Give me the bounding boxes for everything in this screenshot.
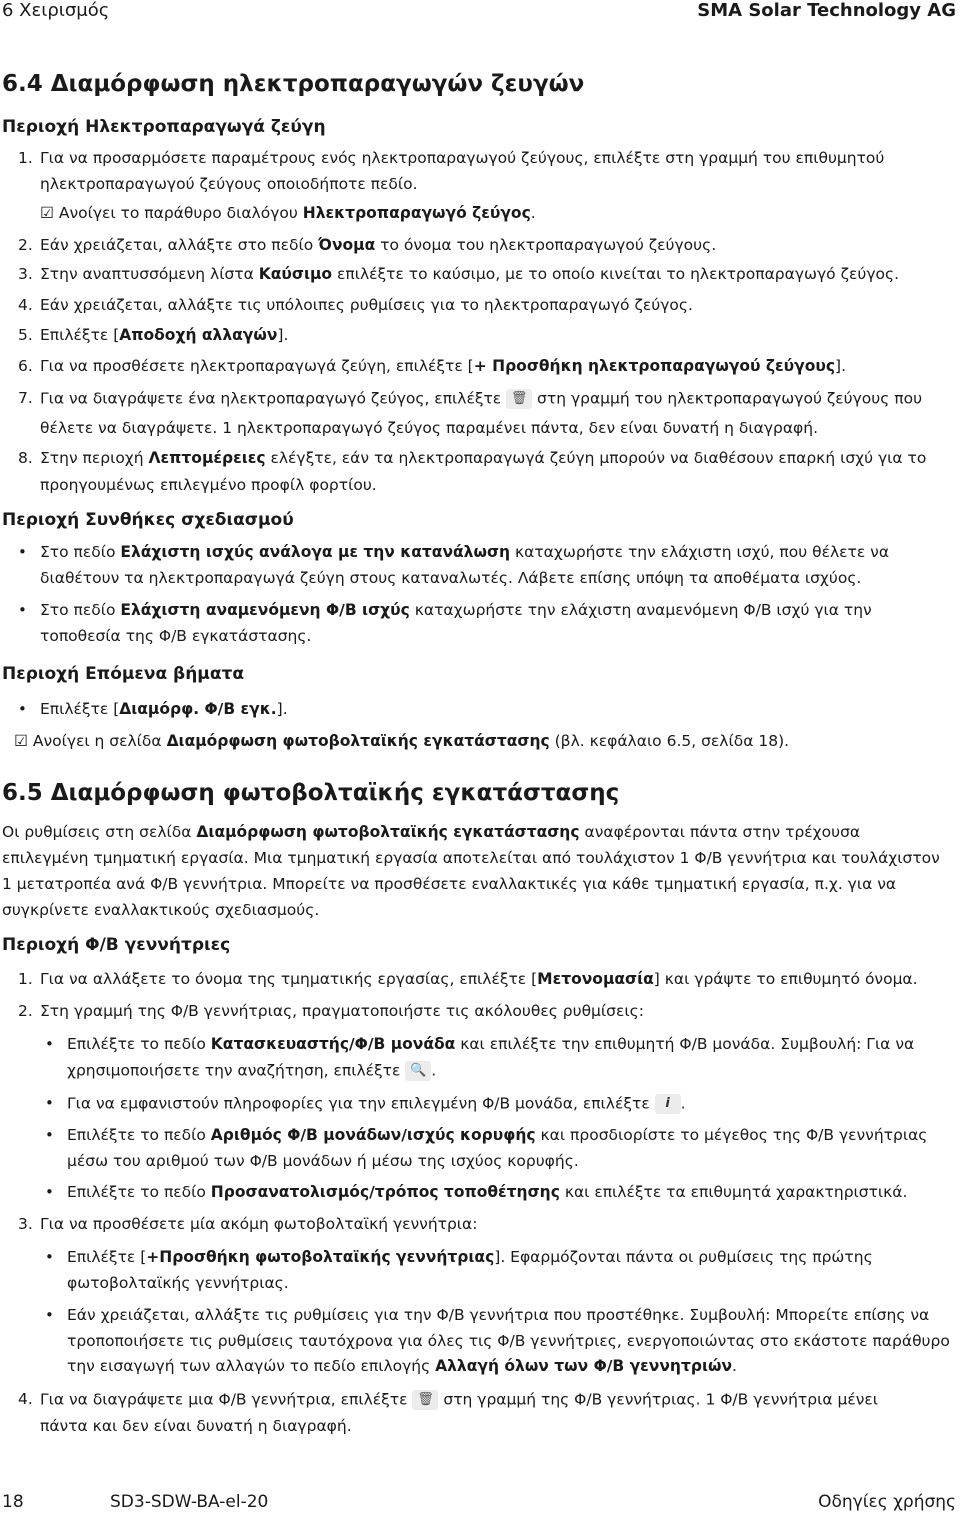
- step-text: Στην αναπτυσσόμενη λίστα Καύσιμο επιλέξτε το καύσιμο, με το οποίο κινείται το ηλεκτροπαραγωγό ζεύγος.: [40, 265, 900, 283]
- header-company: SMA Solar Technology AG: [697, 0, 956, 21]
- bullet-text: μέσω του αριθμού των Φ/Β μονάδων ή μέσω της ισχύος κορυφής.: [67, 1152, 579, 1170]
- step-number: 4.: [18, 1390, 33, 1408]
- bullet-icon: •: [45, 1094, 54, 1112]
- result-line: ☑ Ανοίγει το παράθυρο διαλόγου Ηλεκτροπαραγωγό ζεύγος.: [40, 204, 536, 222]
- step-text: πάντα και δεν είναι δυνατή η διαγραφή.: [40, 1417, 352, 1435]
- step-number: 3.: [18, 265, 33, 283]
- header-section: 6 Χειρισμός: [2, 0, 110, 21]
- paragraph: Οι ρυθμίσεις στη σελίδα Διαμόρφωση φωτοβολταϊκής εγκατάστασης αναφέρονται πάντα στην τρέχουσα: [2, 823, 861, 841]
- bullet-icon: •: [45, 1035, 54, 1053]
- bullet-text: Στο πεδίο Ελάχιστη ισχύς ανάλογα με την κατανάλωση καταχωρήστε την ελάχιστη ισχύ, που θέλετε να: [40, 543, 890, 561]
- area-heading-next-steps: Περιοχή Επόμενα βήματα: [2, 664, 245, 684]
- step-text: Εάν χρειάζεται, αλλάξτε στο πεδίο Όνομα το όνομα του ηλεκτροπαραγωγού ζεύγους.: [40, 236, 717, 254]
- step-number: 1.: [18, 149, 33, 167]
- bullet-text: φωτοβολταϊκής γεννήτριας.: [67, 1274, 289, 1292]
- bullet-text: Επιλέξτε το πεδίο Κατασκευαστής/Φ/Β μονάδα και επιλέξτε την επιθυμητή Φ/Β μονάδα. Συμβουλή: Για να: [67, 1035, 915, 1053]
- step-text: ηλεκτροπαραγωγού ζεύγους οποιοδήποτε πεδίο.: [40, 175, 418, 193]
- step-text: Εάν χρειάζεται, αλλάξτε τις υπόλοιπες ρυθμίσεις για το ηλεκτροπαραγωγό ζεύγος.: [40, 296, 693, 314]
- check-icon: ☑: [14, 732, 28, 750]
- trash-icon[interactable]: 🗑: [506, 389, 532, 409]
- step-number: 6.: [18, 357, 33, 375]
- step-text: Επιλέξτε [Αποδοχή αλλαγών].: [40, 326, 289, 344]
- bullet-text: Επιλέξτε το πεδίο Προσανατολισμός/τρόπος τοποθέτησης και επιλέξτε τα επιθυμητά χαρακτηριστικά.: [67, 1183, 908, 1201]
- step-text: θέλετε να διαγράψετε. 1 ηλεκτροπαραγωγό ζεύγος παραμένει πάντα, δεν είναι δυνατή η διαγραφή.: [40, 419, 819, 437]
- step-text: Στη γραμμή της Φ/Β γεννήτριας, πραγματοποιήστε τις ακόλουθες ρυθμίσεις:: [40, 1002, 644, 1020]
- section-title-6-4: 6.4 Διαμόρφωση ηλεκτροπαραγωγών ζευγών: [2, 71, 585, 97]
- bullet-text: την εισαγωγή των αλλαγών το πεδίο επιλογής Αλλαγή όλων των Φ/Β γεννητριών.: [67, 1357, 737, 1375]
- bullet-text: Στο πεδίο Ελάχιστη αναμενόμενη Φ/Β ισχύς καταχωρήστε την ελάχιστη αναμενόμενη Φ/Β ισχύ για την: [40, 601, 872, 619]
- bullet-text: Εάν χρειάζεται, αλλάξτε τις ρυθμίσεις για την Φ/Β γεννήτρια που προστέθηκε. Συμβουλή: Μπορείτε επίσης να: [67, 1306, 930, 1324]
- area-heading-pv-arrays: Περιοχή Φ/Β γεννήτριες: [2, 935, 231, 955]
- paragraph: 1 μετατροπέα ανά Φ/Β γεννήτρια. Μπορείτε να προσθέσετε εναλλακτικές για κάθε τμηματική εργασία, π.χ. για να: [2, 875, 897, 893]
- step-text: Για να προσθέσετε μία ακόμη φωτοβολταϊκή γεννήτρια:: [40, 1215, 478, 1233]
- bullet-text: τροποποιήσετε τις ρυθμίσεις ταυτόχρονα για όλες τις Φ/Β γεννήτριες, ενεργοποιώντας στο εκάστοτε παράθυρο: [67, 1332, 950, 1350]
- step-text: Για να διαγράψετε ένα ηλεκτροπαραγωγό ζεύγος, επιλέξτε 🗑 στη γραμμή του ηλεκτροπαραγωγού ζεύγους που: [40, 389, 923, 408]
- paragraph: επιλεγμένη τμηματική εργασία. Μια τμηματική εργασία αποτελείται από τουλάχιστον 1 Φ/Β γεννήτρια και τουλάχιστον: [2, 849, 940, 867]
- trash-icon[interactable]: 🗑: [412, 1390, 438, 1410]
- bullet-icon: •: [45, 1183, 54, 1201]
- step-text: Στην περιοχή Λεπτομέρειες ελέγξτε, εάν τα ηλεκτροπαραγωγά ζεύγη μπορούν να διαθέσουν επαρκή ισχύ για το: [40, 449, 927, 467]
- bullet-icon: •: [18, 700, 27, 718]
- bullet-text: Επιλέξτε [Διαμόρφ. Φ/Β εγκ.].: [40, 700, 288, 718]
- step-text: Για να προσθέσετε ηλεκτροπαραγωγά ζεύγη, επιλέξτε [+ Προσθήκη ηλεκτροπαραγωγού ζεύγους].: [40, 357, 846, 375]
- step-text: Για να αλλάξετε το όνομα της τμηματικής εργασίας, επιλέξτε [Μετονομασία] και γράψτε το επιθυμητό όνομα.: [40, 970, 918, 988]
- step-text: Για να προσαρμόσετε παραμέτρους ενός ηλεκτροπαραγωγού ζεύγους, επιλέξτε στη γραμμή του επιθυμητού: [40, 149, 885, 167]
- result-line: ☑ Ανοίγει η σελίδα Διαμόρφωση φωτοβολταϊκής εγκατάστασης (βλ. κεφάλαιο 6.5, σελίδα 18).: [14, 732, 790, 750]
- step-number: 4.: [18, 296, 33, 314]
- bullet-icon: •: [45, 1126, 54, 1144]
- search-icon[interactable]: 🔍: [405, 1061, 431, 1081]
- step-number: 1.: [18, 970, 33, 988]
- step-number: 2.: [18, 236, 33, 254]
- step-number: 3.: [18, 1215, 33, 1233]
- area-heading-design-conditions: Περιοχή Συνθήκες σχεδιασμού: [2, 510, 294, 530]
- page-number: 18: [2, 1492, 24, 1512]
- step-number: 5.: [18, 326, 33, 344]
- step-text: Για να διαγράψετε μια Φ/Β γεννήτρια, επιλέξτε 🗑 στη γραμμή της Φ/Β γεννήτριας. 1 Φ/Β γεννήτρια μένει: [40, 1390, 878, 1409]
- document-type: Οδηγίες χρήσης: [818, 1492, 956, 1512]
- bullet-text: διαθέτουν τα ηλεκτροπαραγωγά ζεύγη στους καταναλωτές. Λάβετε επίσης υπόψη τα αποθέματα ισχύος.: [40, 569, 862, 587]
- info-icon[interactable]: i: [655, 1094, 681, 1114]
- bullet-text: Επιλέξτε [+Προσθήκη φωτοβολταϊκής γεννήτριας]. Εφαρμόζονται πάντα οι ρυθμίσεις της πρώτης: [67, 1248, 873, 1266]
- bullet-text: τοποθεσία της Φ/Β εγκατάστασης.: [40, 627, 312, 645]
- bullet-icon: •: [18, 543, 27, 561]
- step-number: 8.: [18, 449, 33, 467]
- bullet-icon: •: [45, 1306, 54, 1324]
- step-number: 7.: [18, 389, 33, 407]
- bullet-text: Επιλέξτε το πεδίο Αριθμός Φ/Β μονάδων/ισχύς κορυφής και προσδιορίστε το μέγεθος της Φ/Β γεννήτριας: [67, 1126, 928, 1144]
- area-heading-generators: Περιοχή Ηλεκτροπαραγωγά ζεύγη: [2, 117, 326, 137]
- step-number: 2.: [18, 1002, 33, 1020]
- bullet-icon: •: [18, 601, 27, 619]
- step-text: προηγουμένως επιλεγμένο προφίλ φορτίου.: [40, 476, 377, 494]
- check-icon: ☑: [40, 204, 54, 222]
- paragraph: συγκρίνετε εναλλακτικούς σχεδιασμούς.: [2, 901, 320, 919]
- section-title-6-5: 6.5 Διαμόρφωση φωτοβολταϊκής εγκατάστασης: [2, 780, 620, 806]
- document-code: SD3-SDW-BA-el-20: [110, 1492, 269, 1512]
- bullet-icon: •: [45, 1248, 54, 1266]
- bullet-text: Για να εμφανιστούν πληροφορίες για την επιλεγμένη Φ/Β μονάδα, επιλέξτε i .: [67, 1094, 686, 1113]
- bullet-text: χρησιμοποιήσετε την αναζήτηση, επιλέξτε 🔍 .: [67, 1061, 437, 1080]
